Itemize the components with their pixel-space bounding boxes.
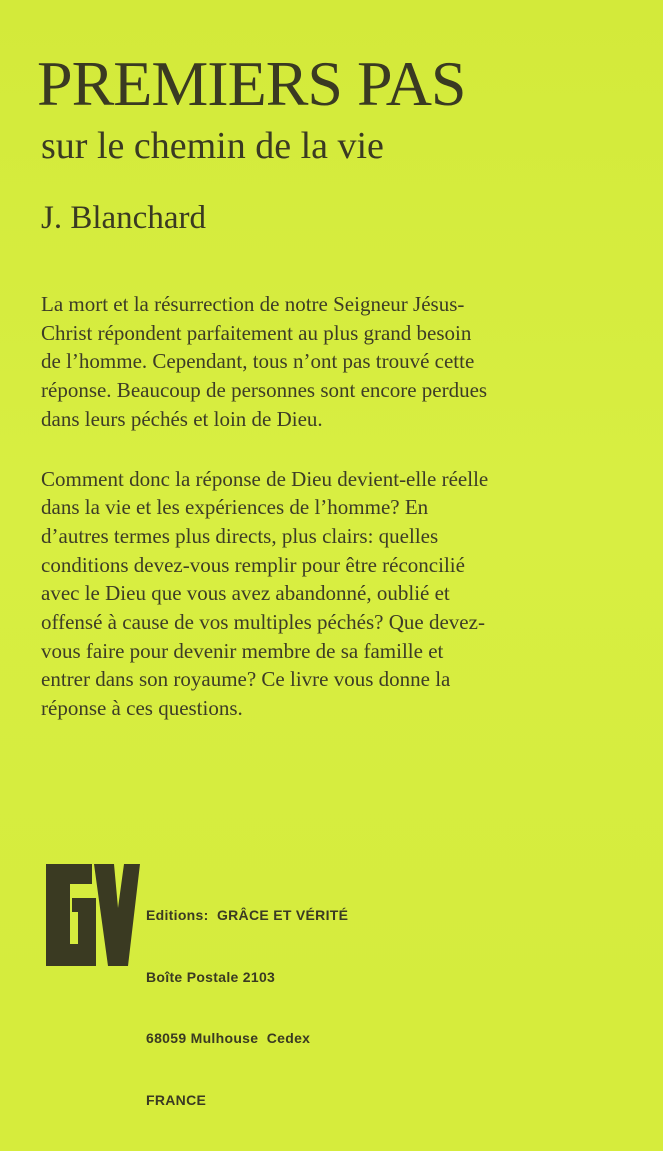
blurb xyxy=(41,290,581,754)
book-subtitle: sur le chemin de la vie xyxy=(41,125,384,167)
blurb-line: La mort et la résurrection de notre Seigneur Jésus- xyxy=(41,292,465,316)
blurb-line: dans leurs péchés et loin de Dieu. xyxy=(41,406,323,431)
blurb-line: réponse. Beaucoup de personnes sont encore perdues xyxy=(41,378,488,403)
publisher-country: FRANCE xyxy=(146,1091,207,1108)
blurb-paragraph-1 xyxy=(41,290,581,434)
blurb-line: de l’homme. Cependant, tous n’ont pas trouvé cette xyxy=(41,349,475,374)
blurb-line: vous faire pour devenir membre de sa famille et xyxy=(41,638,444,663)
blurb-line: Comment donc la réponse de Dieu devient-elle réelle xyxy=(41,466,489,491)
blurb-paragraph-2 xyxy=(41,465,581,723)
publisher-city: 68059 Mulhouse Cedex xyxy=(146,1030,311,1046)
blurb-line: offensé à cause de vos multiples péchés? Que devez- xyxy=(41,610,485,635)
publisher-logo xyxy=(44,864,140,970)
blurb-line: conditions devez-vous remplir pour être réconcilié xyxy=(41,552,465,577)
blurb-line: d’autres termes plus directs, plus clairs: quelles xyxy=(41,523,439,548)
blurb-line: entrer dans son royaume? Ce livre vous donne la xyxy=(41,667,451,692)
book-title: PREMIERS PAS xyxy=(37,48,466,119)
publisher-name: Editions: GRÂCE ET VÉRITÉ xyxy=(146,907,349,923)
blurb-line: dans la vie et les expériences de l’homme? En xyxy=(41,495,429,520)
book-author: J. Blanchard xyxy=(41,200,206,236)
blurb-line: Christ répondent parfaitement au plus grand besoin xyxy=(41,320,472,345)
blurb-line: avec le Dieu que vous avez abandonné, oublié et xyxy=(41,581,450,606)
blurb-line: réponse à ces questions. xyxy=(41,696,243,721)
publisher-po-box: Boîte Postale 2103 xyxy=(146,968,276,985)
publisher-address xyxy=(146,864,348,1151)
